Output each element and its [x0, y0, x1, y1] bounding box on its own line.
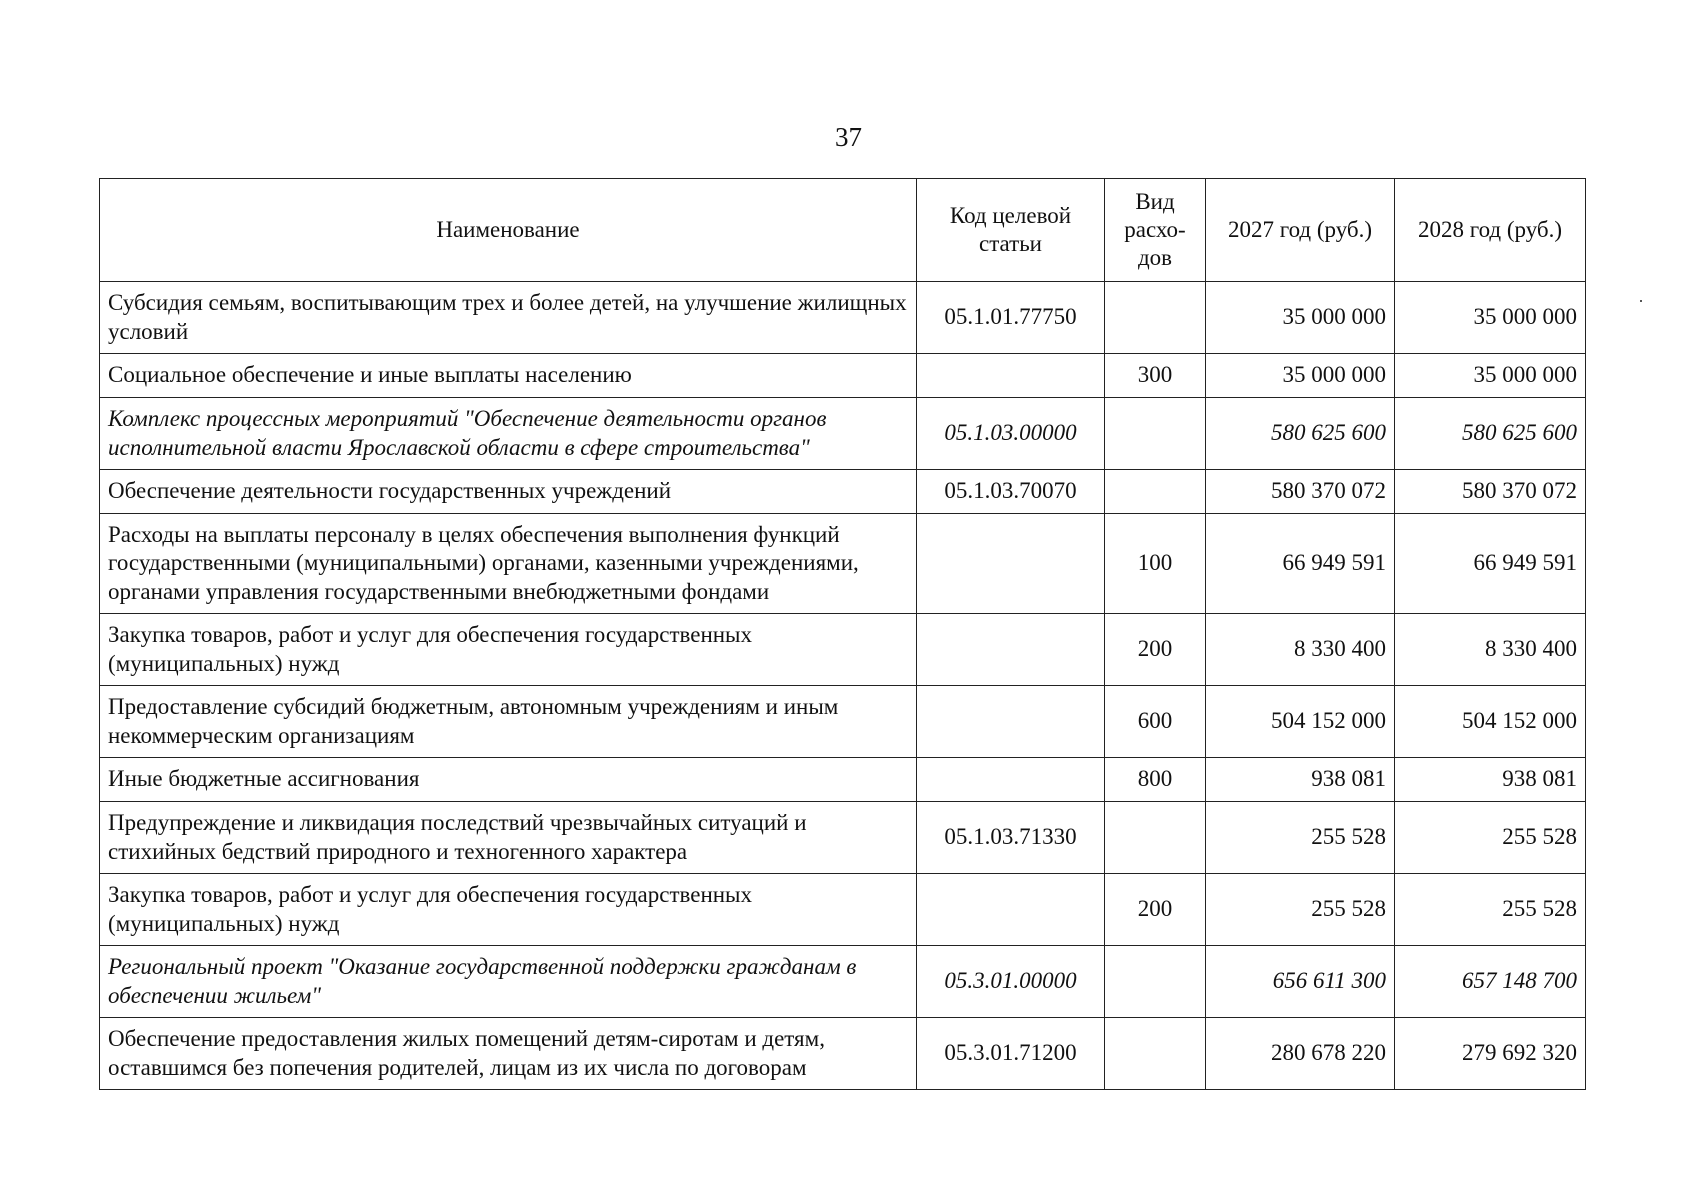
row-kind — [1105, 282, 1206, 354]
row-kind: 800 — [1105, 758, 1206, 802]
row-2027: 35 000 000 — [1206, 282, 1395, 354]
table-row — [100, 802, 1586, 874]
row-code — [917, 874, 1105, 946]
row-2028: 580 625 600 — [1395, 398, 1586, 470]
row-2027: 656 611 300 — [1206, 946, 1395, 1018]
row-2028: 35 000 000 — [1395, 354, 1586, 398]
table-row — [100, 614, 1586, 686]
row-kind: 600 — [1105, 686, 1206, 758]
table-body — [100, 282, 1586, 1090]
row-2027: 504 152 000 — [1206, 686, 1395, 758]
row-name: Субсидия семьям, воспитывающим трех и более детей, на улучшение жилищных условий — [100, 282, 917, 354]
row-kind: 100 — [1105, 514, 1206, 614]
table-row — [100, 1018, 1586, 1090]
page-number: 37 — [835, 122, 862, 152]
row-name: Обеспечение предоставления жилых помещений детям-сиротам и детям, оставшимся без попечения родителей, лицам из их числа по договорам — [100, 1018, 917, 1090]
budget-table — [99, 178, 1586, 1090]
header-code: Код целевой статьи — [917, 179, 1105, 282]
row-name: Комплекс процессных мероприятий "Обеспечение деятельности органов исполнительной власти Ярославской области в сфере строительства" — [100, 398, 917, 470]
row-code: 05.3.01.71200 — [917, 1018, 1105, 1090]
row-code — [917, 614, 1105, 686]
row-name: Социальное обеспечение и иные выплаты населению — [100, 354, 917, 398]
row-name: Региональный проект "Оказание государственной поддержки гражданам в обеспечении жильем" — [100, 946, 917, 1018]
row-code: 05.1.03.70070 — [917, 470, 1105, 514]
row-2028: 279 692 320 — [1395, 1018, 1586, 1090]
table-row — [100, 758, 1586, 802]
row-kind — [1105, 470, 1206, 514]
row-2027: 580 625 600 — [1206, 398, 1395, 470]
row-2028: 35 000 000 — [1395, 282, 1586, 354]
row-2027: 255 528 — [1206, 802, 1395, 874]
header-kind: Вид расхо-дов — [1105, 179, 1206, 282]
row-kind — [1105, 802, 1206, 874]
row-2027: 8 330 400 — [1206, 614, 1395, 686]
row-code: 05.1.03.71330 — [917, 802, 1105, 874]
table-row — [100, 686, 1586, 758]
scan-speck — [1640, 300, 1642, 302]
header-2028: 2028 год (руб.) — [1395, 179, 1586, 282]
header-name: Наименование — [100, 179, 917, 282]
row-name: Обеспечение деятельности государственных учреждений — [100, 470, 917, 514]
row-code: 05.3.01.00000 — [917, 946, 1105, 1018]
row-code: 05.1.03.00000 — [917, 398, 1105, 470]
table-row — [100, 946, 1586, 1018]
row-name: Предоставление субсидий бюджетным, автономным учреждениям и иным некоммерческим организациям — [100, 686, 917, 758]
row-code — [917, 354, 1105, 398]
row-2027: 280 678 220 — [1206, 1018, 1395, 1090]
row-kind: 300 — [1105, 354, 1206, 398]
row-name: Закупка товаров, работ и услуг для обеспечения государственных (муниципальных) нужд — [100, 874, 917, 946]
row-code — [917, 686, 1105, 758]
row-2027: 66 949 591 — [1206, 514, 1395, 614]
row-kind — [1105, 398, 1206, 470]
row-code — [917, 758, 1105, 802]
row-kind: 200 — [1105, 874, 1206, 946]
table-row — [100, 514, 1586, 614]
row-2028: 8 330 400 — [1395, 614, 1586, 686]
table-row — [100, 282, 1586, 354]
row-2028: 255 528 — [1395, 874, 1586, 946]
row-code — [917, 514, 1105, 614]
row-2027: 938 081 — [1206, 758, 1395, 802]
table-row — [100, 398, 1586, 470]
row-2028: 938 081 — [1395, 758, 1586, 802]
table-header-row — [100, 179, 1586, 282]
row-name: Расходы на выплаты персоналу в целях обеспечения выполнения функций государственными (муниципальными) органами, казенными учреждениями, органами управления государственными внебюджетными фондами — [100, 514, 917, 614]
row-name: Закупка товаров, работ и услуг для обеспечения государственных (муниципальных) нужд — [100, 614, 917, 686]
row-name: Иные бюджетные ассигнования — [100, 758, 917, 802]
row-name: Предупреждение и ликвидация последствий чрезвычайных ситуаций и стихийных бедствий природного и техногенного характера — [100, 802, 917, 874]
row-2028: 504 152 000 — [1395, 686, 1586, 758]
row-2028: 580 370 072 — [1395, 470, 1586, 514]
table-row — [100, 354, 1586, 398]
row-kind — [1105, 946, 1206, 1018]
row-code: 05.1.01.77750 — [917, 282, 1105, 354]
table-row — [100, 470, 1586, 514]
row-2028: 66 949 591 — [1395, 514, 1586, 614]
row-kind — [1105, 1018, 1206, 1090]
row-2028: 657 148 700 — [1395, 946, 1586, 1018]
row-2027: 35 000 000 — [1206, 354, 1395, 398]
row-kind: 200 — [1105, 614, 1206, 686]
row-2027: 580 370 072 — [1206, 470, 1395, 514]
row-2028: 255 528 — [1395, 802, 1586, 874]
row-2027: 255 528 — [1206, 874, 1395, 946]
header-2027: 2027 год (руб.) — [1206, 179, 1395, 282]
table-row — [100, 874, 1586, 946]
